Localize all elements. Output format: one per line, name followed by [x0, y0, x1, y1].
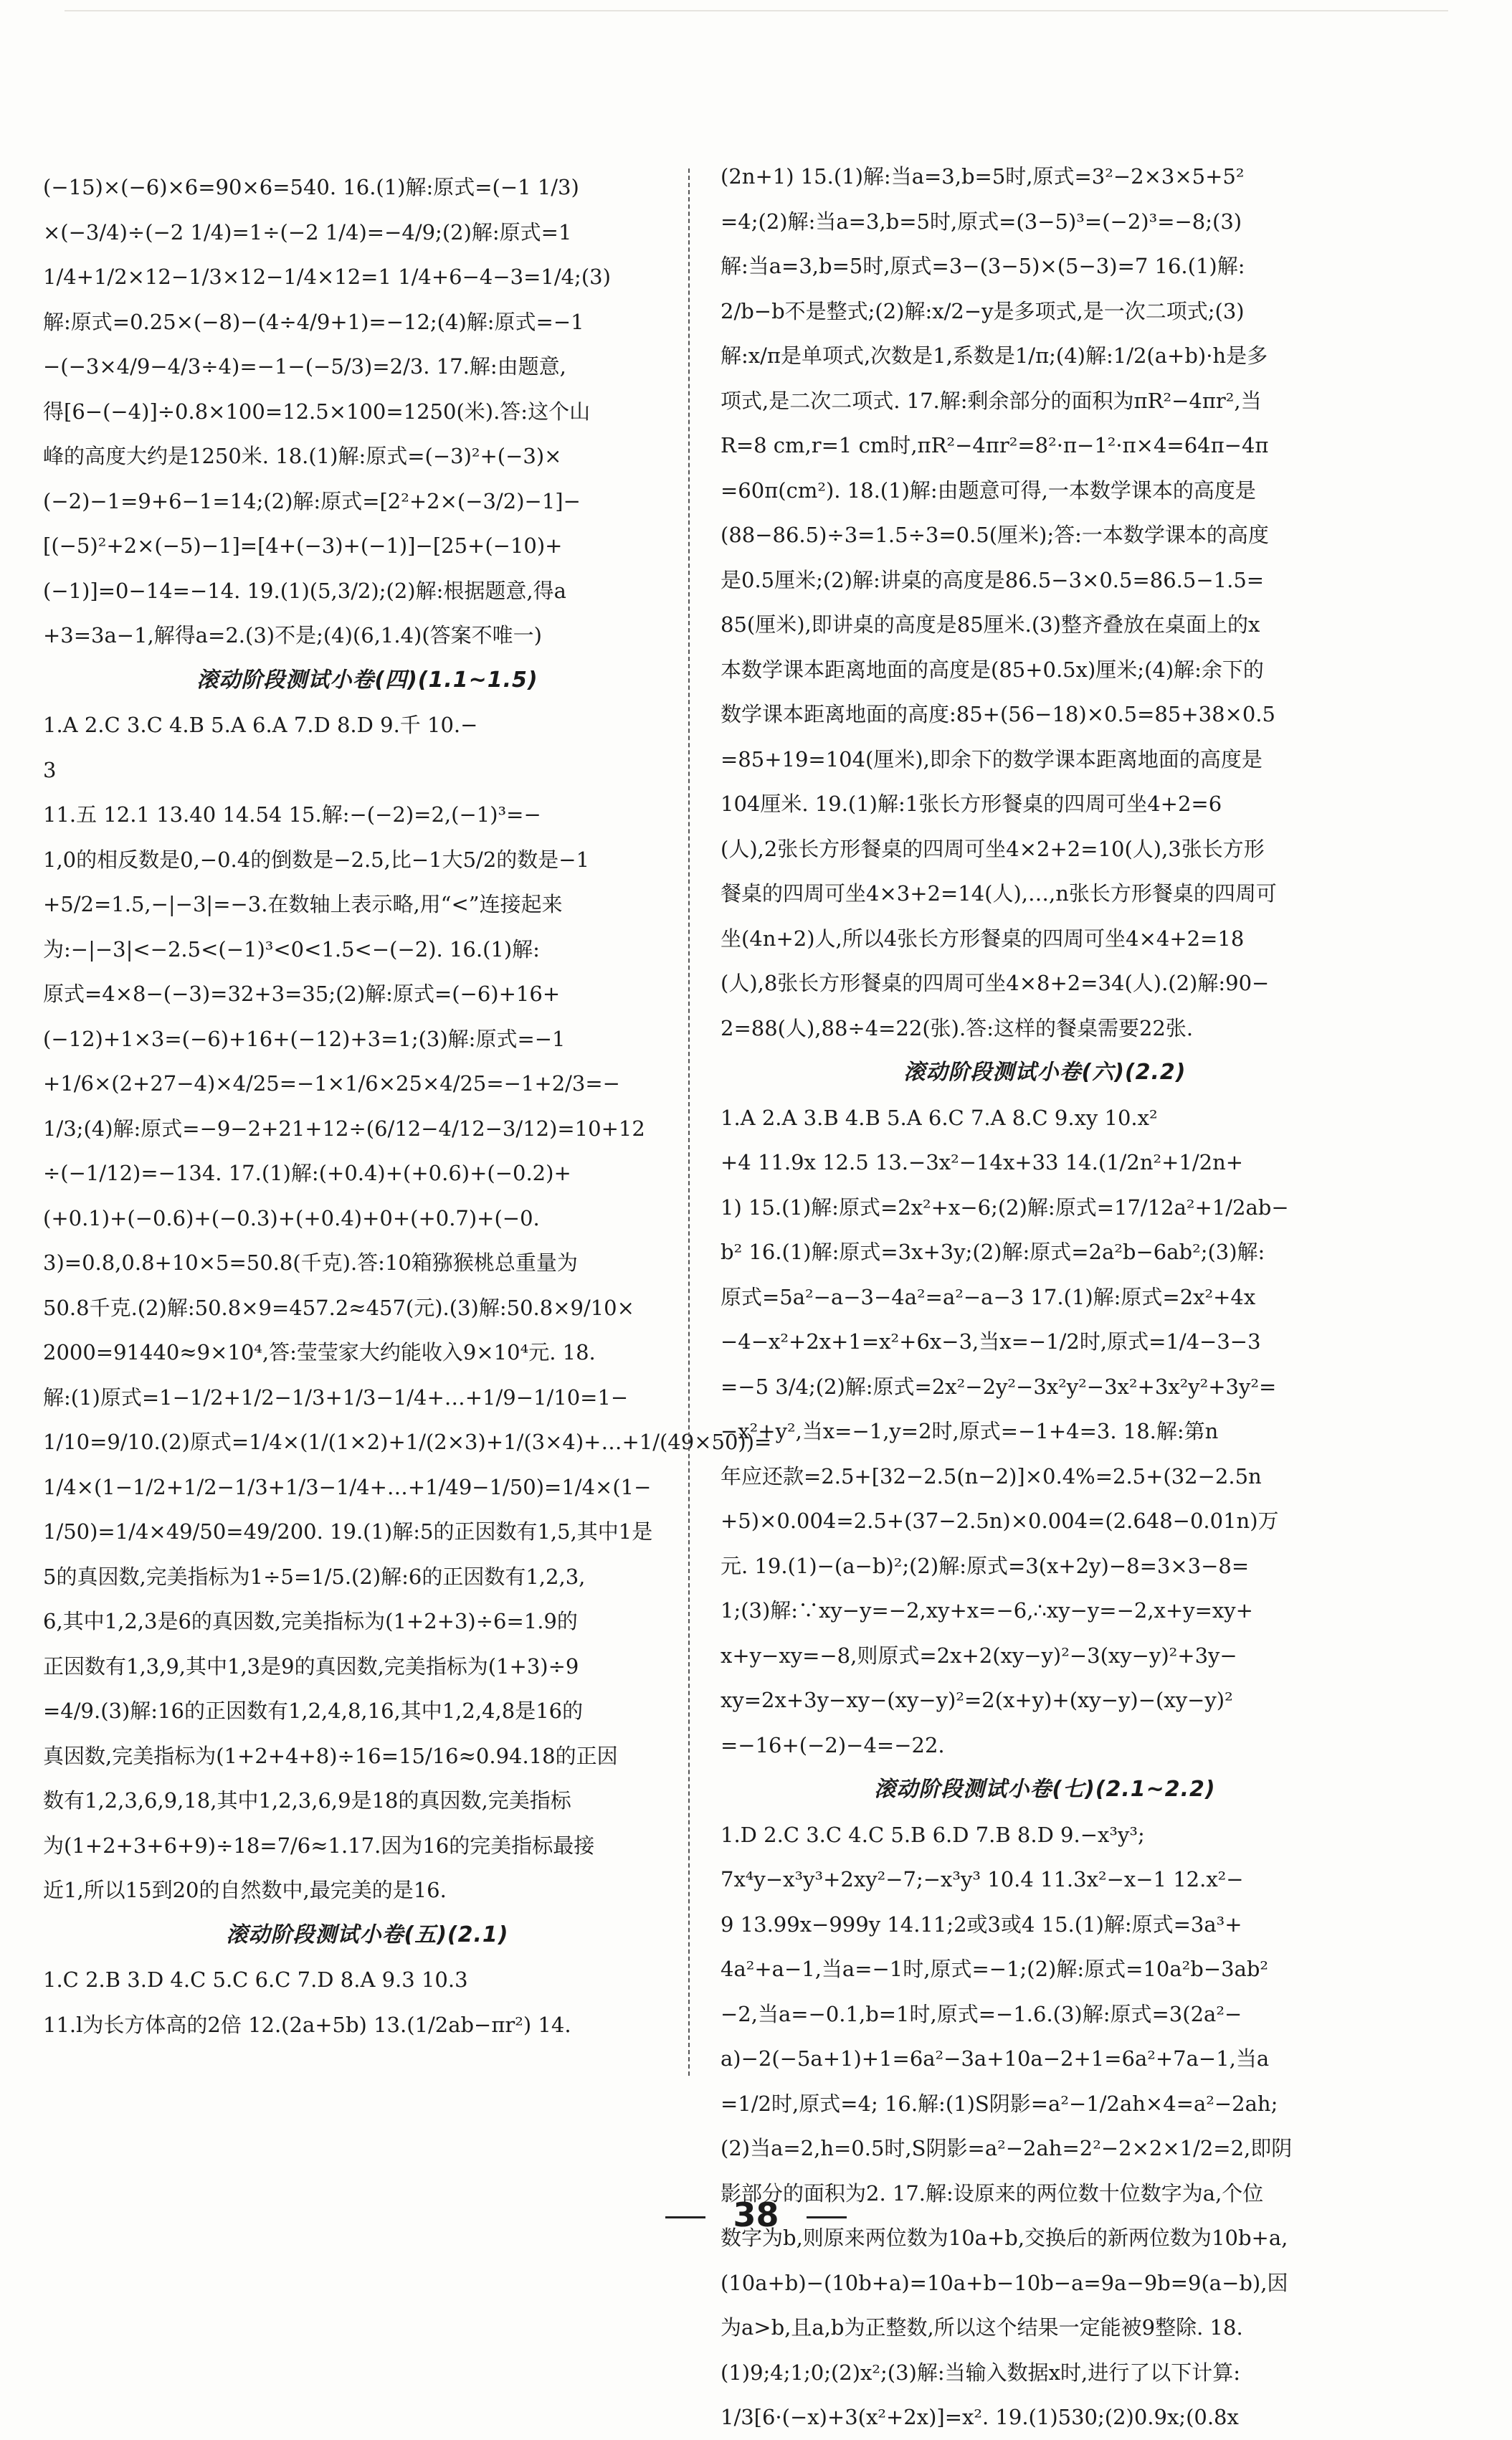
- answer-line: 1/50)=1/4×49/50=49/200. 19.(1)解:5的正因数有1,5,其中1是: [43, 1519, 653, 1544]
- section-heading: 滚动阶段测试小卷(四)(1.1~1.5): [196, 667, 538, 693]
- answer-line: =60π(cm²). 18.(1)解:由题意可得,一本数学课本的高度是: [721, 478, 1256, 503]
- answer-line: ÷(−1/12)=−134. 17.(1)解:(+0.4)+(+0.6)+(−0.2)+: [43, 1161, 571, 1185]
- answer-line: −x²+y²,当x=−1,y=2时,原式=−1+4=3. 18.解:第n: [721, 1419, 1219, 1443]
- answer-line: xy=2x+3y−xy−(xy−y)²=2(x+y)+(xy−y)−(xy−y)²: [721, 1688, 1233, 1712]
- answer-line: (−1)]=0−14=−14. 19.(1)(5,3/2);(2)解:根据题意,得a: [43, 578, 566, 603]
- answer-line: 50.8千克.(2)解:50.8×9=457.2≈457(元).(3)解:50.8×9/10×: [43, 1295, 634, 1320]
- answer-line: (2)当a=2,h=0.5时,S阴影=a²−2ah=2²−2×2×1/2=2,即阴: [721, 2136, 1293, 2160]
- answer-line: 近1,所以15到20的自然数中,最完美的是16.: [43, 1878, 447, 1902]
- answer-line: 1.C 2.B 3.D 4.C 5.C 6.C 7.D 8.A 9.3 10.3: [43, 1967, 468, 1992]
- answer-line: −4−x²+2x+1=x²+6x−3,当x=−1/2时,原式=1/4−3−3: [721, 1329, 1261, 1354]
- answer-line: 1.A 2.A 3.B 4.B 5.A 6.C 7.A 8.C 9.xy 10.x²: [721, 1105, 1158, 1130]
- answer-line: 年应还款=2.5+[32−2.5(n−2)]×0.4%=2.5+(32−2.5n: [721, 1463, 1262, 1489]
- answer-line: 1/3;(4)解:原式=−9−2+21+12÷(6/12−4/12−3/12)=10+12: [43, 1116, 645, 1141]
- answer-line: x+y−xy=−8,则原式=2x+2(xy−y)²−3(xy−y)²+3y−: [721, 1643, 1237, 1668]
- answer-line: 项式,是二次二项式. 17.解:剩余部分的面积为πR²−4πr²,当: [721, 388, 1262, 413]
- answer-line: 真因数,完美指标为(1+2+4+8)÷16=15/16≈0.94.18的正因: [43, 1743, 618, 1768]
- answer-line: +5/2=1.5,−|−3|=−3.在数轴上表示略,用“<”连接起来: [43, 892, 563, 916]
- answer-line: =4/9.(3)解:16的正因数有1,2,4,8,16,其中1,2,4,8是16的: [43, 1699, 584, 1723]
- answer-line: 数学课本距离地面的高度:85+(56−18)×0.5=85+38×0.5: [721, 702, 1275, 726]
- answer-line: 1,0的相反数是0,−0.4的倒数是−2.5,比−1大5/2的数是−1: [43, 847, 590, 872]
- answer-line: =4;(2)解:当a=3,b=5时,原式=(3−5)³=(−2)³=−8;(3): [721, 209, 1242, 234]
- answer-line: 1;(3)解:∵xy−y=−2,xy+x=−6,∴xy−y=−2,x+y=xy+: [721, 1598, 1253, 1623]
- answer-line: 1/3[6·(−x)+3(x²+2x)]=x². 19.(1)530;(2)0.9x;(0.8x: [721, 2405, 1239, 2429]
- answer-line: 11.五 12.1 13.40 14.54 15.解:−(−2)=2,(−1)³=−: [43, 802, 541, 827]
- answer-line: 3: [43, 757, 57, 782]
- footer-dash-right: [807, 2216, 847, 2218]
- answer-line: (+0.1)+(−0.6)+(−0.3)+(+0.4)+0+(+0.7)+(−0.: [43, 1205, 540, 1230]
- answer-line: 1/10=9/10.(2)原式=1/4×(1/(1×2)+1/(2×3)+1/(3×4)+…+1/(49×50))=: [43, 1430, 772, 1454]
- scan-edge: [65, 10, 1448, 11]
- answer-line: 104厘米. 19.(1)解:1张长方形餐桌的四周可坐4+2=6: [721, 792, 1222, 816]
- answer-line: 为(1+2+3+6+9)÷18=7/6≈1.17.因为16的完美指标最接: [43, 1833, 595, 1858]
- answer-line: 原式=4×8−(−3)=32+3=35;(2)解:原式=(−6)+16+: [43, 982, 561, 1006]
- answer-line: 1) 15.(1)解:原式=2x²+x−6;(2)解:原式=17/12a²+1/2ab−: [721, 1195, 1289, 1220]
- answer-line: 1.A 2.C 3.C 4.B 5.A 6.A 7.D 8.D 9.千 10.−: [43, 713, 478, 737]
- answer-line: 餐桌的四周可坐4×3+2=14(人),…,n张长方形餐桌的四周可: [721, 881, 1277, 906]
- answer-line: 元. 19.(1)−(a−b)²;(2)解:原式=3(x+2y)−8=3×3−8=: [721, 1553, 1250, 1578]
- answer-line: 3)=0.8,0.8+10×5=50.8(千克).答:10箱猕猴桃总重量为: [43, 1250, 578, 1275]
- left-column: [43, 165, 772, 2047]
- answer-line: 解:(1)原式=1−1/2+1/2−1/3+1/3−1/4+…+1/9−1/10=1−: [43, 1385, 629, 1410]
- answer-line: 数有1,2,3,6,9,18,其中1,2,3,6,9是18的真因数,完美指标: [43, 1788, 571, 1813]
- answer-line: (人),2张长方形餐桌的四周可坐4×2+2=10(人),3张长方形: [721, 836, 1265, 861]
- answer-line: 原式=5a²−a−3−4a²=a²−a−3 17.(1)解:原式=2x²+4x: [721, 1284, 1256, 1309]
- answer-line: 本数学课本距离地面的高度是(85+0.5x)厘米;(4)解:余下的: [721, 657, 1264, 682]
- answer-line: 85(厘米),即讲桌的高度是85厘米.(3)整齐叠放在桌面上的x: [721, 612, 1260, 637]
- answer-line: 解:当a=3,b=5时,原式=3−(3−5)×(5−3)=7 16.(1)解:: [721, 254, 1245, 278]
- answer-line: 7x⁴y−x³y³+2xy²−7;−x³y³ 10.4 11.3x²−x−1 12.x²−: [721, 1867, 1244, 1891]
- footer-dash-left: [665, 2216, 705, 2218]
- answer-line: 2/b−b不是整式;(2)解:x/2−y是多项式,是一次二项式;(3): [721, 298, 1245, 323]
- answer-line: 1.D 2.C 3.C 4.C 5.B 6.D 7.B 8.D 9.−x³y³;: [721, 1822, 1145, 1847]
- answer-line: 1/4×(1−1/2+1/2−1/3+1/3−1/4+…+1/49−1/50)=1/4×(1−: [43, 1474, 652, 1499]
- answer-line: (−15)×(−6)×6=90×6=540. 16.(1)解:原式=(−1 1/3): [43, 175, 579, 199]
- answer-line: −2,当a=−0.1,b=1时,原式=−1.6.(3)解:原式=3(2a²−: [721, 2001, 1242, 2026]
- answer-line: a)−2(−5a+1)+1=6a²−3a+10a−2+1=6a²+7a−1,当a: [721, 2046, 1270, 2071]
- answer-line: (1)9;4;1;0;(2)x²;(3)解:当输入数据x时,进行了以下计算:: [721, 2360, 1240, 2385]
- answer-line: 为a>b,且a,b为正整数,所以这个结果一定能被9整除. 18.: [721, 2315, 1243, 2340]
- section-heading: 滚动阶段测试小卷(五)(2.1): [226, 1922, 509, 1947]
- answer-line: +3=3a−1,解得a=2.(3)不是;(4)(6,1.4)(答案不唯一): [43, 623, 542, 647]
- right-column: [721, 154, 1369, 2440]
- answer-line: 为:−|−3|<−2.5<(−1)³<0<1.5<−(−2). 16.(1)解:: [43, 936, 540, 962]
- answer-line: +1/6×(2+27−4)×4/25=−1×1/6×25×4/25=−1+2/3=−: [43, 1071, 620, 1096]
- answer-line: R=8 cm,r=1 cm时,πR²−4πr²=8²·π−1²·π×4=64π−4π: [721, 433, 1269, 457]
- page-number: 38: [733, 2195, 779, 2234]
- answer-line: +4 11.9x 12.5 13.−3x²−14x+33 14.(1/2n²+1/2n+: [721, 1150, 1244, 1174]
- answer-line: 9 13.99x−999y 14.11;2或3或4 15.(1)解:原式=3a³+: [721, 1912, 1242, 1937]
- answer-line: 4a²+a−1,当a=−1时,原式=−1;(2)解:原式=10a²b−3ab²: [721, 1957, 1269, 1981]
- answer-line: 是0.5厘米;(2)解:讲桌的高度是86.5−3×0.5=86.5−1.5=: [721, 567, 1265, 592]
- answer-line: (人),8张长方形餐桌的四周可坐4×8+2=34(人).(2)解:90−: [721, 971, 1270, 995]
- answer-line: (2n+1) 15.(1)解:当a=3,b=5时,原式=3²−2×3×5+5²: [721, 164, 1245, 189]
- answer-line: 得[6−(−4)]÷0.8×100=12.5×100=1250(米).答:这个山: [43, 399, 591, 424]
- answer-line: 影部分的面积为2. 17.解:设原来的两位数十位数字为a,个位: [721, 2180, 1264, 2206]
- answer-line: 解:x/π是单项式,次数是1,系数是1/π;(4)解:1/2(a+b)·h是多: [721, 343, 1268, 368]
- answer-line: −(−3×4/9−4/3÷4)=−1−(−5/3)=2/3. 17.解:由题意,: [43, 354, 566, 379]
- answer-line: b² 16.(1)解:原式=3x+3y;(2)解:原式=2a²b−6ab²;(3)解:: [721, 1240, 1265, 1264]
- answer-line: 1/4+1/2×12−1/3×12−1/4×12=1 1/4+6−4−3=1/4;(3): [43, 265, 611, 289]
- answer-line: (−12)+1×3=(−6)+16+(−12)+3=1;(3)解:原式=−1: [43, 1026, 566, 1051]
- answer-line: (10a+b)−(10b+a)=10a+b−10b−a=9a−9b=9(a−b),因: [721, 2270, 1288, 2295]
- answer-line: 2=88(人),88÷4=22(张).答:这样的餐桌需要22张.: [721, 1015, 1194, 1040]
- answer-line: =−16+(−2)−4=−22.: [721, 1732, 945, 1757]
- answer-line: 5的真因数,完美指标为1÷5=1/5.(2)解:6的正因数有1,2,3,: [43, 1564, 586, 1589]
- answer-line: 峰的高度大约是1250米. 18.(1)解:原式=(−3)²+(−3)×: [43, 444, 562, 468]
- answer-line: ×(−3/4)÷(−2 1/4)=1÷(−2 1/4)=−4/9;(2)解:原式=1: [43, 219, 572, 245]
- page-footer: [0, 2195, 1512, 2234]
- answer-line: 解:原式=0.25×(−8)−(4÷4/9+1)=−12;(4)解:原式=−1: [43, 309, 584, 334]
- answer-line: [(−5)²+2×(−5)−1]=[4+(−3)+(−1)]−[25+(−10)+: [43, 533, 563, 558]
- answer-line: =1/2时,原式=4; 16.解:(1)S阴影=a²−1/2ah×4=a²−2ah;: [721, 2091, 1278, 2116]
- answer-line: 坐(4n+2)人,所以4张长方形餐桌的四周可坐4×4+2=18: [721, 926, 1245, 951]
- answer-line: 数字为b,则原来两位数为10a+b,交换后的新两位数为10b+a,: [721, 2226, 1288, 2250]
- answer-line: +5)×0.004=2.5+(37−2.5n)×0.004=(2.648−0.01n)万: [721, 1509, 1279, 1533]
- section-heading: 滚动阶段测试小卷(七)(2.1~2.2): [874, 1777, 1216, 1802]
- answer-line: 6,其中1,2,3是6的真因数,完美指标为(1+2+3)÷6=1.9的: [43, 1609, 578, 1633]
- answer-line: 正因数有1,3,9,其中1,3是9的真因数,完美指标为(1+3)÷9: [43, 1653, 579, 1679]
- answer-line: =85+19=104(厘米),即余下的数学课本距离地面的高度是: [721, 746, 1263, 772]
- answer-line: 2000=91440≈9×10⁴,答:莹莹家大约能收入9×10⁴元. 18.: [43, 1340, 596, 1364]
- section-heading: 滚动阶段测试小卷(六)(2.2): [903, 1060, 1187, 1085]
- answer-line: (−2)−1=9+6−1=14;(2)解:原式=[2²+2×(−3/2)−1]−: [43, 488, 581, 513]
- answer-line: (88−86.5)÷3=1.5÷3=0.5(厘米);答:一本数学课本的高度: [721, 523, 1269, 547]
- column-divider: [688, 168, 690, 2076]
- answer-line: 11.l为长方体高的2倍 12.(2a+5b) 13.(1/2ab−πr²) 14.: [43, 2012, 571, 2037]
- answer-line: =−5 3/4;(2)解:原式=2x²−2y²−3x²y²−3x²+3x²y²+3y²=: [721, 1374, 1277, 1399]
